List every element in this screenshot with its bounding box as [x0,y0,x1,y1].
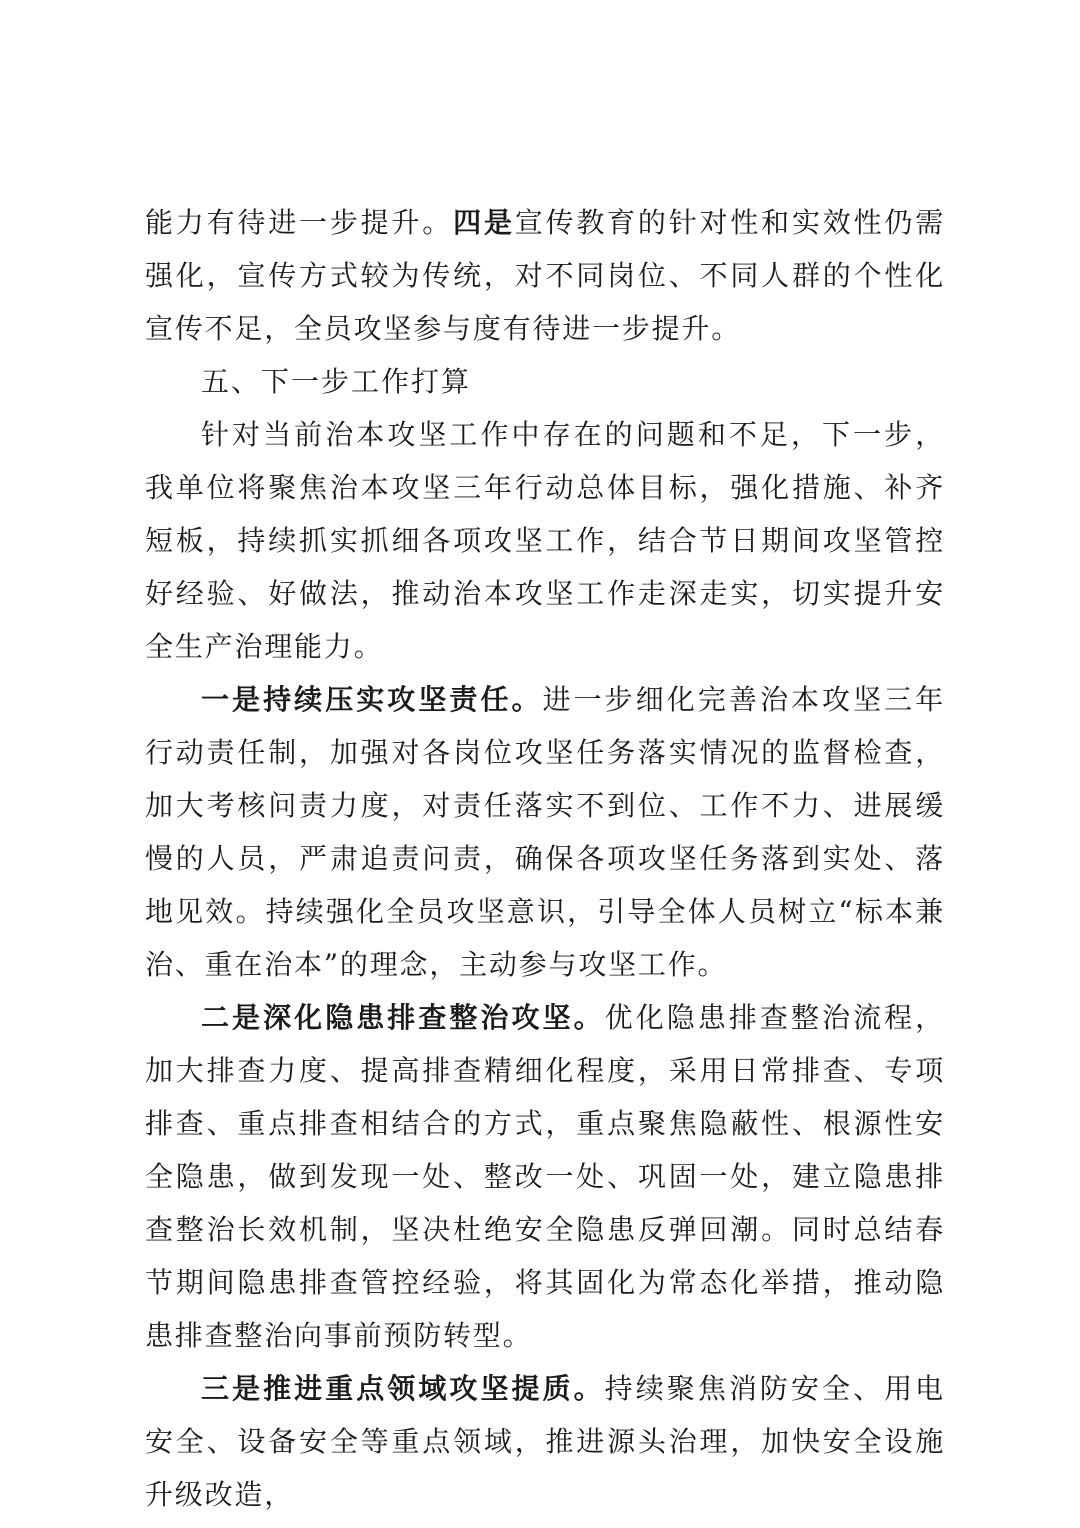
paragraph-text: 优化隐患排查整治流程，加大排查力度、提高排查精细化程度，采用日常排查、专项排查、重点排查相结合的方式，重点聚焦隐蔽性、根源性安全隐患，做到发现一处、整改一处、巩固一处，建立隐患排查整治长效机制，坚决杜绝安全隐患反弹回潮。同时总结春节期间隐患排查管控经验，将其固化为常态化举措，推动隐患排查整治向事前预防转型。 [145,1001,945,1352]
paragraph-item-three [145,1362,945,1521]
paragraph-lead-phrase: 三是推进重点领域攻坚提质。 [201,1372,605,1405]
paragraph-lead-phrase: 四是 [453,206,515,239]
paragraph-text: 持续聚焦消防安全、用电安全、设备安全等重点领域，推进源头治理，加快安全设施升级改造， [145,1372,945,1511]
document-body [145,196,945,1521]
paragraph-text: 进一步细化完善治本攻坚三年行动责任制，加强对各岗位攻坚任务落实情况的监督检查，加大考核问责力度，对责任落实不到位、工作不力、进展缓慢的人员，严肃追责问责，确保各项攻坚任务落到实处、落地见效。持续强化全员攻坚意识，引导全体人员树立“标本兼治、重在治本”的理念，主动参与攻坚工作。 [145,683,945,981]
paragraph-intro [145,408,945,673]
paragraph-leading-text: 能力有待进一步提升。 [145,206,454,239]
paragraph-item-two [145,991,945,1362]
section-heading: 五、下一步工作打算 [201,365,472,398]
paragraph-problems-continued [145,196,945,355]
paragraph-lead-phrase: 一是持续压实攻坚责任。 [201,683,543,716]
paragraph-text: 宣传教育的针对性和实效性仍需强化，宣传方式较为传统，对不同岗位、不同人群的个性化宣传不足，全员攻坚参与度有待进一步提升。 [145,206,945,345]
paragraph-lead-phrase: 二是深化隐患排查整治攻坚。 [201,1001,605,1034]
paragraph-item-one [145,673,945,991]
paragraph-text: 针对当前治本攻坚工作中存在的问题和不足，下一步，我单位将聚焦治本攻坚三年行动总体目标，强化措施、补齐短板，持续抓实抓细各项攻坚工作，结合节日期间攻坚管控好经验、好做法，推动治本攻坚工作走深走实，切实提升安全生产治理能力。 [145,418,945,663]
